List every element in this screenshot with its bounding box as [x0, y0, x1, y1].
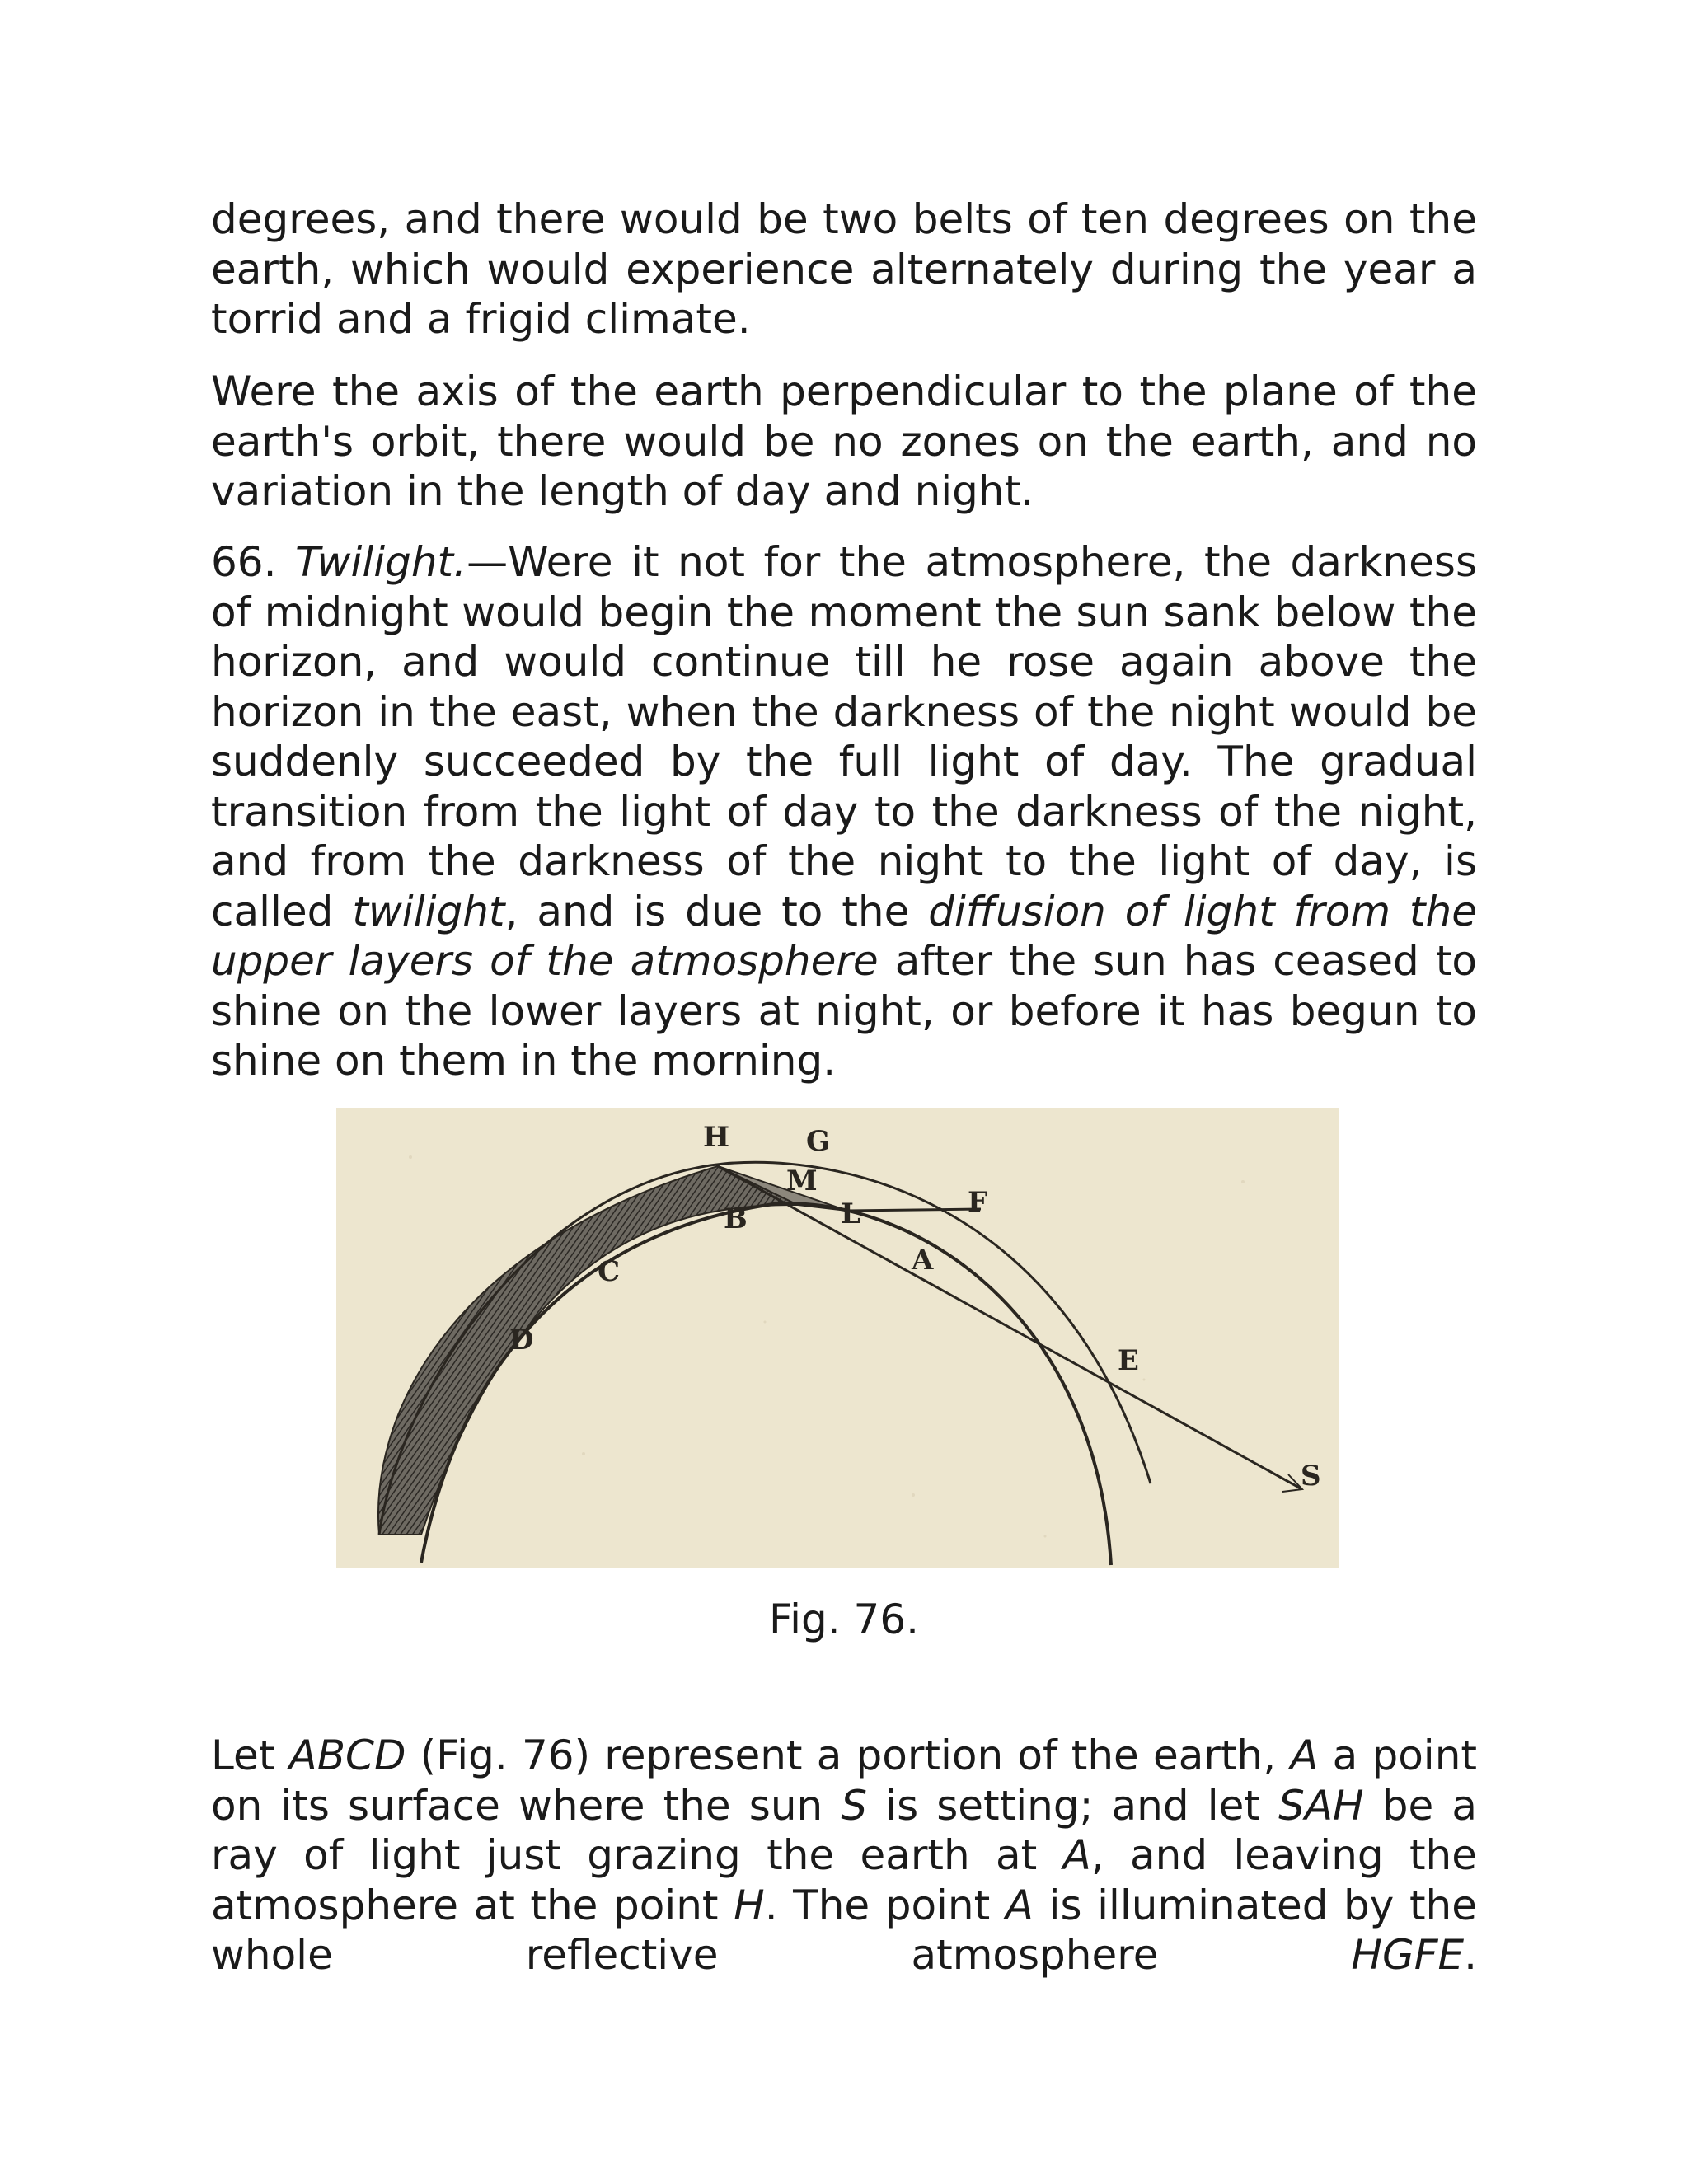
- paragraph-text: after the sun has ceased to shine on the lower layers at night, or before it has begun to shine on them in the morning.: [211, 937, 1477, 1085]
- emphasis-term: ABCD: [288, 1732, 406, 1779]
- figure-caption: Fig. 76.: [768, 1596, 920, 1643]
- label-a: A: [912, 1244, 934, 1277]
- paragraph-twilight: [211, 537, 1477, 1086]
- label-e: E: [1118, 1344, 1139, 1377]
- paragraph-text: (Fig. 76) represent a portion of the earth,: [406, 1732, 1291, 1779]
- figure-76: [336, 1108, 1339, 1568]
- section-number: 66.: [211, 538, 277, 586]
- tangent-line-lf: [847, 1209, 981, 1211]
- emphasis-phrase: diffusion of light from the upper layers of the atmosphere: [211, 887, 1477, 985]
- paragraph-text: is setting; and let: [867, 1781, 1279, 1830]
- paragraph-text: be a ray of light just grazing the earth at: [211, 1781, 1478, 1879]
- emphasis-term: SAH: [1278, 1781, 1364, 1830]
- label-m: M: [786, 1165, 818, 1197]
- label-d: D: [509, 1324, 534, 1357]
- paragraph-text: .: [1464, 1931, 1477, 1979]
- paragraph-text: degrees, and there would be two belts of ten degrees on the earth, which would experience alternately during the year a torrid and a frigid climate.: [211, 195, 1477, 343]
- emphasis-term: A: [1062, 1831, 1091, 1879]
- label-l: L: [841, 1197, 860, 1230]
- sun-ray-line: [718, 1166, 1301, 1488]
- emphasis-term: A: [1005, 1881, 1034, 1929]
- label-g: G: [806, 1125, 831, 1158]
- paragraph-let-abcd: [211, 1731, 1477, 1980]
- paragraph-text: is illuminated by the whole reflective atmosphere: [211, 1881, 1477, 1979]
- paragraph-text: . The point: [764, 1881, 1006, 1929]
- emphasis-term: A: [1290, 1732, 1319, 1779]
- label-c: C: [598, 1255, 621, 1288]
- label-s: S: [1301, 1460, 1321, 1493]
- section-heading: Twilight.: [295, 538, 467, 586]
- paragraph-degrees: [211, 194, 1477, 344]
- paragraph-text: Let: [211, 1732, 289, 1779]
- paragraph-text: , and leaving the atmosphere at the point: [211, 1831, 1477, 1929]
- paragraph-text: Were the axis of the earth perpendicular to the plane of the earth's orbit, there would be no zones on the earth, and no variation in the length of day and night.: [211, 368, 1477, 515]
- label-f: F: [968, 1186, 988, 1219]
- paragraph-text: a point on its surface where the sun: [211, 1732, 1477, 1830]
- emphasis-term: S: [841, 1781, 868, 1830]
- paragraph-axis: [211, 367, 1477, 517]
- emphasis-term: HGFE: [1351, 1931, 1465, 1979]
- twilight-diagram: [336, 1108, 1339, 1568]
- label-b: B: [724, 1202, 748, 1235]
- emphasis-term: twilight: [352, 887, 505, 935]
- paragraph-text: , and is due to the: [504, 887, 929, 935]
- label-h: H: [703, 1121, 730, 1154]
- paragraph-text: —Were it not for the atmosphere, the darkness of midnight would begin the moment the sun sank below the horizon, and would continue till he rose again above the horizon in the east, when the darkness of the night would be suddenly succeeded by the full light of day. The gradual transition from the light of day to the darkness of the night, and from the darkness of the night to the light of day, is called: [211, 538, 1477, 935]
- emphasis-term: H: [734, 1881, 765, 1929]
